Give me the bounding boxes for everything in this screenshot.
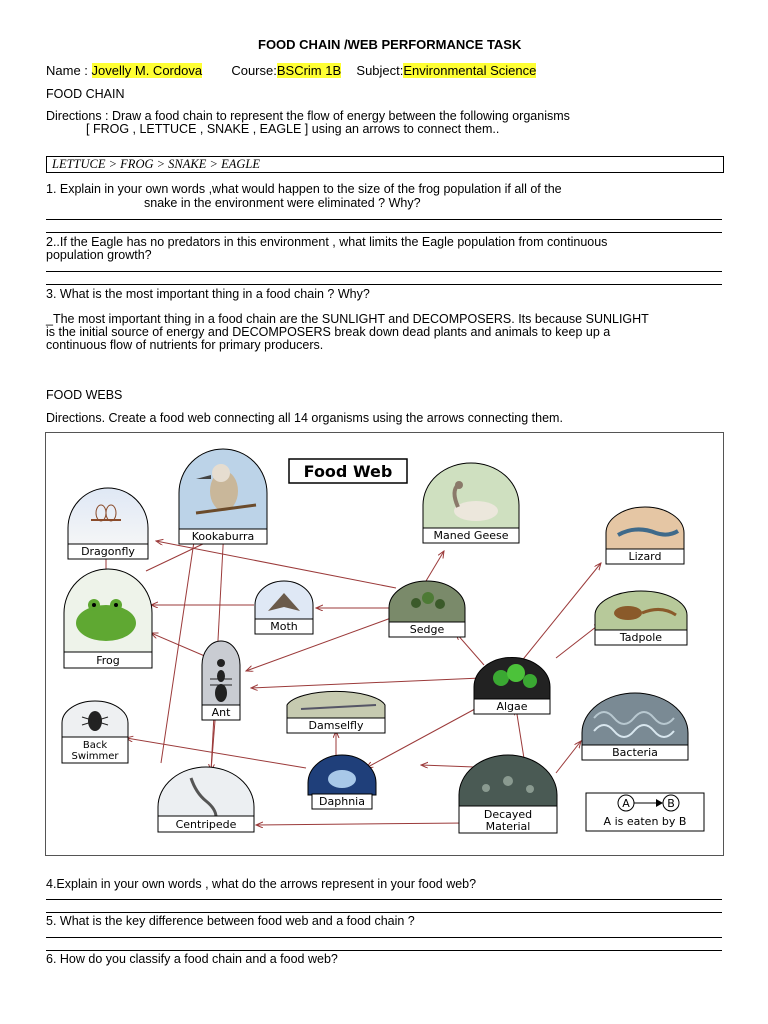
answer-line	[46, 912, 722, 913]
answer-line	[46, 899, 722, 900]
centripede-label: Centripede	[175, 818, 237, 831]
diagram-title-box	[289, 459, 407, 483]
question-3: 3. What is the most important thing in a food chain ? Why?	[46, 287, 370, 301]
decayed-material-node	[459, 755, 557, 833]
course-value: BSCrim 1B	[276, 63, 342, 78]
name-value: Jovelly M. Cordova	[91, 63, 203, 78]
document-title: FOOD CHAIN /WEB PERFORMANCE TASK	[258, 37, 522, 52]
subject-label: Subject:	[356, 63, 404, 78]
lizard-label: Lizard	[628, 550, 662, 563]
food-web-directions: Directions. Create a food web connecting all 14 organisms using the arrows connecting them.	[46, 411, 563, 425]
question-6: 6. How do you classify a food chain and a food web?	[46, 952, 338, 966]
maned-geese-label: Maned Geese	[433, 529, 509, 542]
centripede-node	[158, 767, 254, 832]
bacteria-node	[582, 693, 688, 760]
answer-3-line-3: continuous flow of nutrients for primary producers.	[46, 338, 324, 352]
food-chain-answer: LETTUCE > FROG > SNAKE > EAGLE	[52, 157, 260, 171]
frog-node	[64, 569, 152, 668]
sedge-node	[389, 581, 465, 637]
decayed-label-2: Material	[485, 820, 531, 833]
food-web-svg	[46, 433, 723, 855]
answer-3-line-1: _The most important thing in a food chain are the SUNLIGHT and DECOMPOSERS. Its because SUNLIGHT	[46, 312, 649, 326]
question-5: 5. What is the key difference between food web and a food chain ?	[46, 914, 415, 928]
question-1-line-1: 1. Explain in your own words ,what would happen to the size of the frog population if all of the	[46, 182, 562, 196]
food-chain-directions-1: Directions : Draw a food chain to represent the flow of energy between the following organisms	[46, 109, 570, 123]
answer-line	[46, 271, 722, 272]
answer-line	[46, 219, 722, 220]
algae-node	[474, 657, 550, 714]
back-swimmer-label-1: Back	[82, 740, 108, 751]
moth-label: Moth	[270, 620, 298, 633]
food-web-heading: FOOD WEBS	[46, 388, 123, 402]
question-2-line-1: 2..If the Eagle has no predators in this environment , what limits the Eagle population from continuous	[46, 235, 608, 249]
back-swimmer-label-2: Swimmer	[71, 751, 119, 762]
lizard-node	[606, 507, 684, 564]
food-web-diagram	[45, 432, 724, 856]
daphnia-icon	[328, 770, 356, 788]
food-chain-heading: FOOD CHAIN	[46, 87, 125, 101]
answer-line	[46, 950, 722, 951]
legend-b: B	[667, 797, 675, 810]
daphnia-node	[308, 755, 376, 809]
answer-line	[46, 937, 722, 938]
food-chain-answer-box	[46, 156, 724, 173]
answer-3-line-2: is the initial source of energy and DECOMPOSERS break down dead plants and animals to keep up a	[46, 325, 611, 339]
question-1-line-2: snake in the environment were eliminated ? Why?	[144, 196, 421, 210]
name-label: Name :	[46, 63, 88, 78]
ant-label: Ant	[211, 706, 231, 719]
kookaburra-node	[179, 449, 267, 544]
kookaburra-label: Kookaburra	[191, 530, 255, 543]
food-web-legend	[586, 793, 704, 831]
tadpole-label: Tadpole	[619, 631, 663, 644]
frog-label: Frog	[96, 654, 120, 667]
question-4: 4.Explain in your own words , what do the arrows represent in your food web?	[46, 877, 477, 891]
dragonfly-label: Dragonfly	[81, 545, 135, 558]
dragonfly-node	[68, 488, 148, 559]
legend-text: A is eaten by B	[603, 815, 687, 828]
answer-line	[46, 232, 722, 233]
maned-geese-node	[423, 463, 519, 543]
moth-node	[255, 581, 313, 634]
damselfly-node	[287, 691, 385, 733]
algae-label: Algae	[496, 700, 528, 713]
sedge-label: Sedge	[409, 623, 445, 636]
answer-line	[46, 284, 722, 285]
diagram-title: Food Web	[303, 462, 393, 481]
ant-node	[202, 641, 240, 720]
tadpole-node	[595, 591, 687, 645]
subject-value: Environmental Science	[403, 63, 537, 78]
student-info-line	[46, 64, 536, 78]
food-chain-directions-2: [ FROG , LETTUCE , SNAKE , EAGLE ] using an arrows to connect them..	[86, 122, 500, 136]
bacteria-label: Bacteria	[612, 746, 658, 759]
back-swimmer-node	[62, 701, 128, 763]
decayed-label-1: Decayed	[483, 808, 533, 821]
question-2-line-2: population growth?	[46, 248, 152, 262]
daphnia-label: Daphnia	[319, 795, 365, 808]
course-label: Course:	[231, 63, 277, 78]
legend-a: A	[622, 797, 630, 810]
damselfly-label: Damselfly	[308, 719, 364, 732]
